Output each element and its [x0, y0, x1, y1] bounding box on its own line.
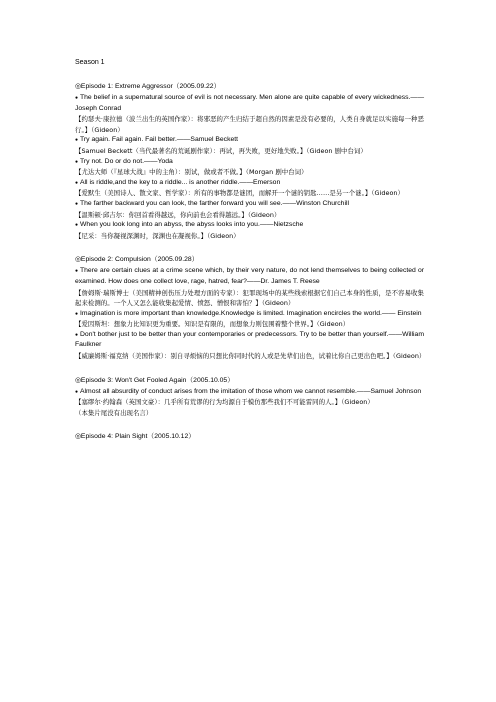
quote-body: Try again. Fail again. Fail better.——Samuel Beckett — [80, 136, 239, 144]
quote-text — [75, 199, 424, 210]
translation-note: 【尼采：当你凝视深渊时，深渊也在凝视你。】（Gideon） — [75, 231, 240, 240]
episode-section — [75, 376, 424, 419]
episode-title: ◎Episode 1: Extreme Aggressor（2005.09.22） — [75, 83, 221, 90]
bullet-icon: ● — [75, 268, 79, 275]
quote-entry — [75, 266, 424, 308]
quote-entry — [75, 135, 424, 156]
translation-note: 【Samuel Beckett（当代最著名的荒诞剧作家）：再试，再失败，更好地失败。】（Gideon 剧中台词） — [75, 146, 367, 155]
translation-note: 【威廉姆斯·福克纳（美国作家）：别自寻烦恼的只想比你同时代的人或是先辈们出色，试着比你自己更出色吧。】（Gideon） — [75, 352, 426, 361]
bullet-icon: ● — [75, 200, 79, 207]
bullet-icon: ● — [75, 158, 79, 165]
bullet-icon: ● — [75, 222, 79, 229]
bullet-icon: ● — [75, 388, 79, 395]
quote-text — [75, 387, 424, 398]
bullet-icon: ● — [75, 310, 79, 317]
quote-entry — [75, 220, 424, 241]
quote-text — [75, 309, 424, 320]
quote-body: Almost all absurdity of conduct arises from the imitation of those whom we cannot resemble.——Samuel Johnson — [80, 387, 422, 395]
quote-body: Imagination is more important than knowledge.Knowledge is limited. Imagination encircles the world.—— Einstein — [80, 309, 422, 317]
quote-text — [75, 135, 424, 146]
quote-entry — [75, 157, 424, 178]
quote-entry — [75, 387, 424, 408]
quote-entry — [75, 199, 424, 220]
bullet-icon: ● — [75, 331, 79, 338]
quote-text — [75, 178, 424, 189]
quote-entry — [75, 178, 424, 199]
quote-body: There are certain clues at a crime scene which, by their very nature, do not lend themselves to being collected or examined. How does one collect love, rage, hatred, fear?——Dr. James T. Reese — [75, 267, 424, 285]
translation-note: 【尤达大师（『星球大战』中的主角）：别试，做或者不做。】（Morgan 剧中台词） — [75, 168, 308, 177]
quote-body: The farther backward you can look, the farther forward you will see.——Winston Churchill — [80, 199, 349, 207]
season-heading: Season 1 — [75, 59, 105, 66]
quote-body: The belief in a supernatural source of evil is not necessary. Men alone are quite capable of every wickedness.——Joseph Conrad — [75, 94, 424, 112]
translation-note: 【塞缪尔·约翰森（英国文豪）：几乎所有荒谬的行为均源自于模仿那些我们不可能雷同的人。】（Gideon） — [75, 398, 374, 407]
episode-title: ◎Episode 2: Compulsion（2005.09.28） — [75, 256, 199, 264]
quote-entry — [75, 408, 424, 419]
translation-note: 【詹姆斯·瑞斯博士（美国精神创伤压力处理方面的专家）：犯罪现场中的某些线索根据它们自己本身的性质，是不容易收集起来检测的。一个人又怎么能收集起爱情、愤怒、憎恨和害怕？】（Gideon） — [75, 288, 424, 308]
translation-note: 【爱因斯坦：想象力比知识更为重要。知识是有限的，而想象力则包围着整个世界。】（Gideon） — [75, 320, 350, 329]
quote-text — [75, 157, 424, 168]
episode-list — [75, 82, 424, 442]
quote-text — [75, 266, 424, 287]
episode-section — [75, 82, 424, 241]
episode-section — [75, 432, 424, 442]
quote-body: All is riddle,and the key to a riddle... is another riddle.——Emerson — [80, 178, 281, 186]
quote-entry — [75, 330, 424, 362]
bullet-icon: ● — [75, 95, 79, 101]
quote-text — [75, 220, 424, 231]
quote-text — [75, 93, 424, 114]
quote-text — [75, 330, 424, 351]
quote-body: Try not. Do or do not.——Yoda — [80, 157, 173, 165]
translation-note: 【温斯顿·邱吉尔：你回首看得越远，你向前也会看得越远。】（Gideon） — [75, 210, 281, 219]
quote-entry — [75, 93, 424, 135]
quote-body: Don't bother just to be better than your contemporaries or predecessors. Try to be better than yourself.——William Faulkner — [75, 330, 424, 349]
bullet-icon: ● — [75, 179, 79, 186]
translation-note: 【爱默生（美国诗人、散文家、哲学家）：所有的事物都是谜团，而解开一个谜的钥匙……是另一个谜。】（Gideon） — [75, 189, 404, 198]
translation-note: 【约瑟夫·康拉德（波兰出生的英国作家）：将邪恶的产生归结于超自然的因素是没有必要的，人类自身就足以实施每一种恶行。】（Gideon） — [75, 115, 424, 134]
quote-body: When you look long into an abyss, the abyss looks into you.——Nietzsche — [80, 221, 304, 229]
episode-section — [75, 255, 424, 361]
episode-title: ◎Episode 3: Won't Get Fooled Again（2005.10.05） — [75, 376, 234, 384]
episode-title: ◎Episode 4: Plain Sight（2005.10.12） — [75, 433, 196, 441]
quote-entry — [75, 309, 424, 330]
translation-note: （本集片尾没有出现名言） — [75, 408, 153, 417]
bullet-icon: ● — [75, 137, 79, 144]
